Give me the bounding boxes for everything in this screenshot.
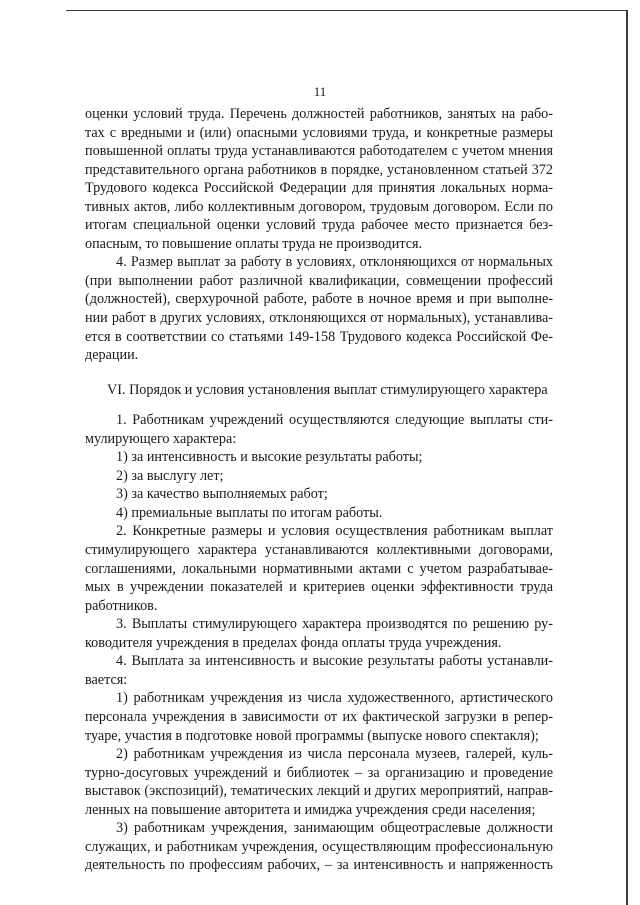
text-line: мых в учреждении показателей и критериев оценки эффективности труда [85,579,553,596]
scan-right-edge [626,10,628,905]
text-line: мулирующего характера: [85,430,237,447]
text-line: ленных на повышение авторитета и имиджа учреждения среди населения; [85,801,536,818]
page-number: 11 [313,84,327,99]
list-item: 1) за интенсивность и высокие результаты работы; [116,449,423,466]
text-line: деятельность по профессиям рабочих, – за интенсивность и напряженность [85,857,553,874]
text-line: 1. Работникам учреждений осуществляются следующие выплаты сти- [116,412,553,429]
text-line: ется в соответствии со статьями 149-158 Трудового кодекса Российской Фе- [85,328,553,345]
text-line: персонала учреждения в зависимости от их фактической загрузки в репер- [85,708,553,725]
text-line: служащих, и работникам учреждения, осуществляющим профессиональную [85,838,553,855]
list-item: 4) премиальные выплаты по итогам работы. [116,504,383,521]
section-heading: VI. Порядок и условия установления выплат стимулирующего характера [107,381,548,398]
text-line: итогам специальной оценки условий труда рабочее место признается без- [85,217,553,234]
text-line: 4. Размер выплат за работу в условиях, отклоняющихся от нормальных [116,254,553,271]
text-line: оценки условий труда. Перечень должностей работников, занятых на рабо- [85,106,553,122]
text-line: дерации. [85,347,139,364]
scan-top-edge [66,10,626,11]
text-line: выставок (экспозиций), тематических лекций и других мероприятий, направ- [85,783,553,800]
text-line: 3. Выплаты стимулирующего характера производятся по решению ру- [116,616,553,633]
text-line: ководителя учреждения в пределах фонда оплаты труда учреждения. [85,634,502,651]
text-line: опасным, то повышение оплаты труда не производится. [85,235,423,252]
text-line: представительного органа работников в порядке, установленном статьей 372 [85,161,553,178]
list-item: 3) за качество выполняемых работ; [116,486,328,503]
list-item: 3) работникам учреждения, занимающим общеотраслевые должности [116,820,553,837]
list-item: 2) работникам учреждения из числа персонала музеев, галерей, куль- [116,746,553,763]
text-line: вается: [85,671,128,688]
text-line: нии работ в других условиях, отклоняющихся от нормальных), устанавлива- [85,310,553,327]
text-line: тах с вредными и (или) опасными условиями труда, и конкретные размеры [85,124,553,141]
text-line: 2. Конкретные размеры и условия осуществления работникам выплат [116,523,553,540]
document-body [85,105,553,875]
text-line: соглашениями, локальными нормативными актами с учетом разрабатывае- [85,560,553,577]
list-item: 2) за выслугу лет; [116,467,224,484]
text-line: работников. [85,597,158,614]
text-line: (при выполнении работ различной квалификации, совмещении профессий [85,272,553,289]
text-line: тивных актов, либо коллективным договором, трудовым договором. Если по [85,198,553,215]
text-line: турно-досуговых учреждений и библиотек – за организацию и проведение [85,764,553,781]
spacer [85,365,553,381]
text-line: (должностей), сверхурочной работе, работе в ночное время и при выполне- [85,291,553,308]
list-item: 1) работникам учреждения из числа художественного, артистического [116,690,553,707]
text-line: туаре, участия в подготовке новой программы (выпуске нового спектакля); [85,727,539,744]
text-line: стимулирующего характера устанавливаются коллективными договорами, [85,542,553,559]
spacer [85,399,553,411]
text-line: Трудового кодекса Российской Федерации для принятия локальных норма- [85,180,553,197]
text-line: повышенной оплаты труда устанавливаются работодателем с учетом мнения [85,143,553,160]
text-line: 4. Выплата за интенсивность и высокие результаты работы устанавли- [116,653,553,670]
